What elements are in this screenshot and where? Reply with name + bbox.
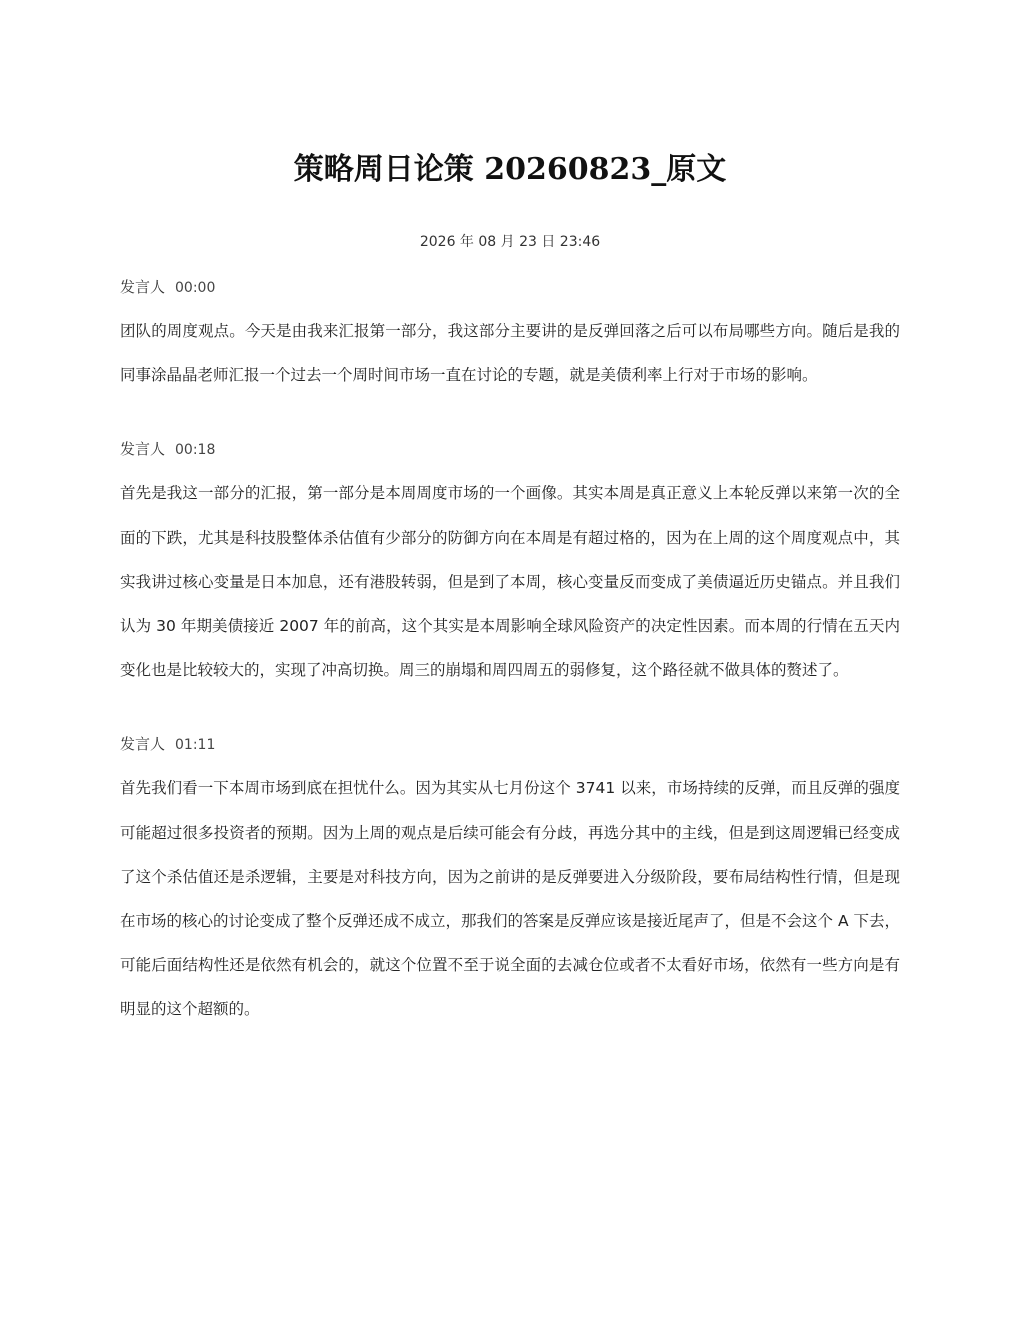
transcript-segment	[120, 732, 900, 1031]
transcript-segment	[120, 275, 900, 397]
segment-timestamp: 00:00	[175, 280, 216, 296]
segment-text: 团队的周度观点。今天是由我来汇报第一部分，我这部分主要讲的是反弹回落之后可以布局哪些方向。随后是我的同事涂晶晶老师汇报一个过去一个周时间市场一直在讨论的专题，就是美债利率上行对于市场的影响。	[120, 322, 900, 385]
segment-timestamp: 00:18	[175, 442, 216, 459]
speaker-line	[120, 275, 900, 299]
document-title: 策略周日论策 20260823_原文	[293, 152, 727, 187]
segment-text: 首先是我这一部分的汇报，第一部分是本周周度市场的一个画像。其实本周是真正意义上本轮反弹以来第一次的全面的下跌，尤其是科技股整体杀估值有少部分的防御方向在本周是有超过格的，因为在上周的这个周度观点中，其实我讲过核心变量是日本加息，还有港股转弱，但是到了本周，核心变量反而变成了美债逼近历史锚点。并且我们认为 30 年期美债接近 2007 年的前高，这个其实是本周影响全球风险资产的决定性因素。而本周的行情在五天内变化也是比较较大的，实现了冲高切换。周三的崩塌和周四周五的弱修复，这个路径就不做具体的赘述了。	[120, 484, 900, 680]
document-date: 2026 年 08 月 23 日 23:46	[419, 234, 601, 250]
speaker-name: 发言人	[120, 278, 166, 296]
transcript-segment	[120, 437, 900, 692]
segment-timestamp: 01:11	[175, 737, 216, 754]
speaker-line	[120, 437, 900, 461]
speaker-line	[120, 732, 900, 756]
segment-text: 首先我们看一下本周市场到底在担忧什么。因为其实从七月份这个 3741 以来，市场持续的反弹，而且反弹的强度可能超过很多投资者的预期。因为上周的观点是后续可能会有分歧，再选分其中的主线，但是到这周逻辑已经变成了这个杀估值还是杀逻辑，主要是对科技方向，因为之前讲的是反弹要进入分级阶段，要布局结构性行情，但是现在市场的核心的讨论变成了整个反弹还成不成立，那我们的答案是反弹应该是接近尾声了，但是不会这个 A 下去，可能后面结构性还是依然有机会的，就这个位置不至于说全面的去减仓位或者不太看好市场，依然有一些方向是有明显的这个超额的。	[120, 779, 900, 1019]
transcript-body	[120, 275, 900, 1072]
speaker-name: 发言人	[120, 735, 166, 754]
speaker-name: 发言人	[120, 440, 166, 459]
